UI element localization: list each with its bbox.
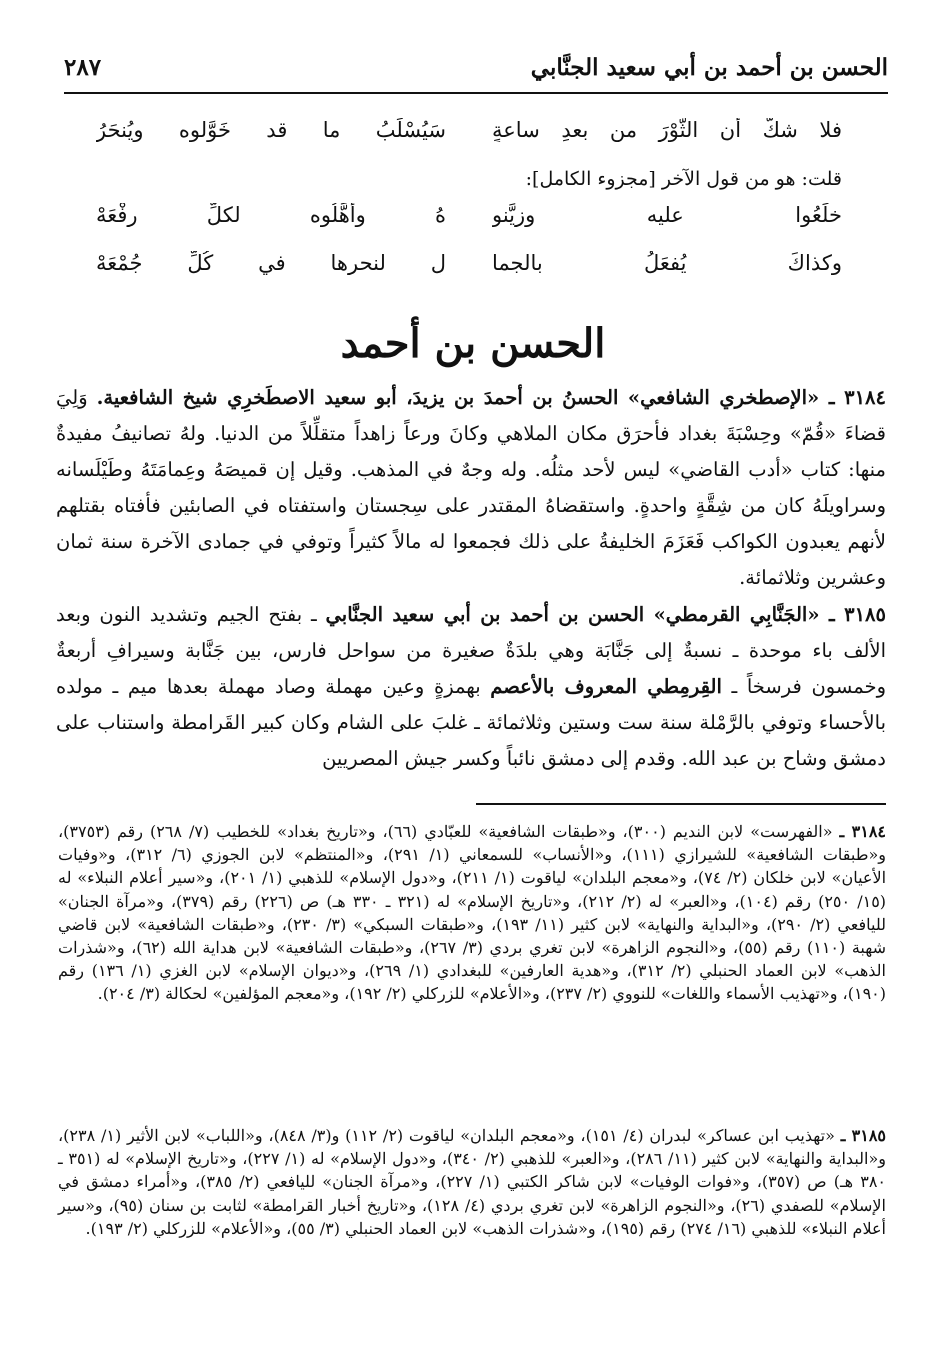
hemistich-left: لِ لنحرها في كُلِّ جُمْعَهْ — [96, 251, 446, 275]
page-header — [64, 48, 888, 94]
footnote-3185 — [58, 1124, 886, 1240]
hemistich-left: هُ وأهَّلُوه لكلِّ رِفْعَهْ — [96, 203, 446, 227]
poem-source-note: قلت: هو من قول الآخر [مجزوء الكامل]: — [525, 168, 842, 190]
entry-3184 — [56, 380, 886, 596]
entry-head: ٣١٨٤ ـ «الإصطخري الشافعي» الحسنُ بن أحمدَ بن يزيدَ، أبو سعيد الاصطَخرِي شيخ الشافعية. — [96, 386, 886, 409]
hemistich-right: فلا شكَّ أن الثَّوْرَ من بعدِ ساعةٍ — [492, 118, 842, 142]
footnote-text: «الفهرست» لابن النديم (٣٠٠)، و«طبقات الشافعية» للعبّادي (٦٦)، و«تاريخ بغداد» للخطيب (٧/ ٢٦٨) رقم (٣٧٥٣)، و«طبقات الشافعية» للشيرازي (١١١)، و«الأنساب» للسمعاني (١/ ٢٩١)، و«المنتظم» لابن الجوزي (٦/ ٣١٢)، و«وفيات الأعيان» لابن خلكان (٢/ ٧٤)، و«معجم البلدان» لياقوت (١/ ٢١١)، و«دول الإسلام» للذهبي (١/ ٢٠١)، و«سير أعلام النبلاء» له (١٥/ ٢٥٠) رقم (١٠٤)، و«العبر» له (٢/ ٢١٢)، و«تاريخ الإسلام» له (٣٢١ ـ ٣٣٠ هـ) ص (٢٢٦) رقم (٣٧٩)، و«مرآة الجنان» لليافعي (٢/ ٢٩٠)، و«البداية والنهاية» لابن كثير (١١/ ١٩٣)، و«طبقات السبكي» (٣/ ٢٣٠)، و«طبقات الشافعية» لابن قاضي شهبة (١١٠) رقم (٥٥)، و«النجوم الزاهرة» لابن تغري بردي (٣/ ٢٦٧)، و«طبقات الشافعية» لابن هداية الله (٦٢)، و«شذرات الذهب» لابن العماد الحنبلي (٢/ ٣١٢)، و«هدية العارفين» للبغدادي (١/ ٢٦٩)، و«ديوان الإسلام» لابن الغزي (١/ ١٣٦) رقم (١٩٠)، و«تهذيب الأسماء واللغات» للنووي (٢/ ٢٣٧)، و«الأعلام» للزركلي (٢/ ١٩٢)، و«معجم المؤلفين» لحكالة (٣/ ٢٠٤). — [58, 822, 887, 1004]
hemistich-right: وكذاكَ يُفعَلُ بالجما — [492, 251, 842, 275]
entry-3185 — [56, 597, 886, 777]
hemistich-left: سَيُسْلَبُ ما قد خَوَّلوه ويُنحَرُ — [96, 118, 446, 142]
hemistich-right: خلَعُوا عليه وزيَّنو — [492, 203, 842, 227]
entry-body: وَلِيَ قضاءَ «قُمّ» وحِسْبَةَ بغداد فأحرَق مكان الملاهي وكانَ ورعاً زاهداً متقلِّلاً من الدنيا. ولهُ تصانيفُ مفيدةٌ منها: كتاب «أدب القاضي» ليس لأحد مثلُه. وله وجهٌ في المذهب. وقيل إن قميصَهُ وعِمامَتَهُ وطَيْلَسانه وسراويلَهُ كان من شِقَّةٍ واحدةٍ. واستقضاهُ المقتدر على سِجستان واستفتاه في الصابئين فأفتاه بقتلهم لأنهم يعبدون الكواكب فَعَزَمَ الخليفةُ على ذلك فجمعوا له مالاً كثيراً وتوفي في جمادى الآخرة سنة ثمان وعشرين وثلاثمائة. — [56, 386, 886, 589]
entry-head: ٣١٨٥ ـ «الجَنَّابِي القرمطي» الحسن بن أحمد بن أبي سعيد الجنَّابي — [325, 603, 886, 626]
verse — [96, 203, 842, 243]
verse — [96, 251, 842, 291]
entry-emphasis: القِرمِطي المعروف بالأعصم — [490, 675, 722, 698]
page-number: ٢٨٧ — [64, 54, 102, 81]
footnote-3184 — [58, 820, 886, 1006]
running-title: الحسن بن أحمد بن أبي سعيد الجنَّابي — [530, 54, 888, 81]
entry-body: بهمزةٍ وعين مهملة وصاد مهملة بعدها ميم ـ مولده بالأحساء وتوفي بالرَّمْلة سنة ست وستين وثلاثمائة ـ غلبَ على الشام وكان كبير القَرامطة واستناب على دمشق وشاح بن عبد الله. وقدم إلى دمشق نائباً وكسر جيش المصريين — [56, 675, 886, 770]
verse — [96, 118, 842, 158]
footnote-number: ٣١٨٥ ـ — [840, 1126, 887, 1145]
footnote-separator — [476, 803, 886, 805]
entry-body: ـ بفتح الجيم وتشديد النون وبعد الألف باء موحدة ـ نسبةٌ إلى جَنَّابَة وهي بلدَةٌ صغيرة من سواحل فارس، بين جَنَّابة وسيرافِ أربعةٌ وخمسون فرسخاً ـ — [56, 603, 886, 698]
section-heading: الحسن بن أحمد — [340, 320, 606, 367]
footnote-text: «تهذيب ابن عساكر» لبدران (٤/ ١٥١)، و«معجم البلدان» لياقوت (٢/ ١١٢) و(٣/ ٨٤٨)، و«اللباب» لابن الأثير (١/ ٢٣٨)، و«البداية والنهاية» لابن كثير (١١/ ٢٨٦)، و«العبر» للذهبي (٢/ ٣٤٠)، و«دول الإسلام» له (١/ ٢٢٧)، و«تاريخ الإسلام» له (٣٥١ ـ ٣٨٠ هـ) ص (٣٥٧)، و«فوات الوفيات» لابن شاكر الكتبي (١/ ٢٢٧)، و«مرآة الجنان» لليافعي (٢/ ٣٨٥)، و«أمراء دمشق في الإسلام» للصفدي (٢٦)، و«النجوم الزاهرة» لابن تغري بردي (٤/ ١٢٨)، و«تاريخ أخبار القرامطة» لثابت بن سنان (٩٥)، و«سير أعلام النبلاء» للذهبي (١٦/ ٢٧٤) رقم (١٩٥)، و«شذرات الذهب» لابن العماد الحنبلي (٣/ ٥٥)، و«الأعلام» للزركلي (٢/ ١٩٣). — [58, 1126, 887, 1238]
footnote-number: ٣١٨٤ ـ — [839, 822, 886, 841]
